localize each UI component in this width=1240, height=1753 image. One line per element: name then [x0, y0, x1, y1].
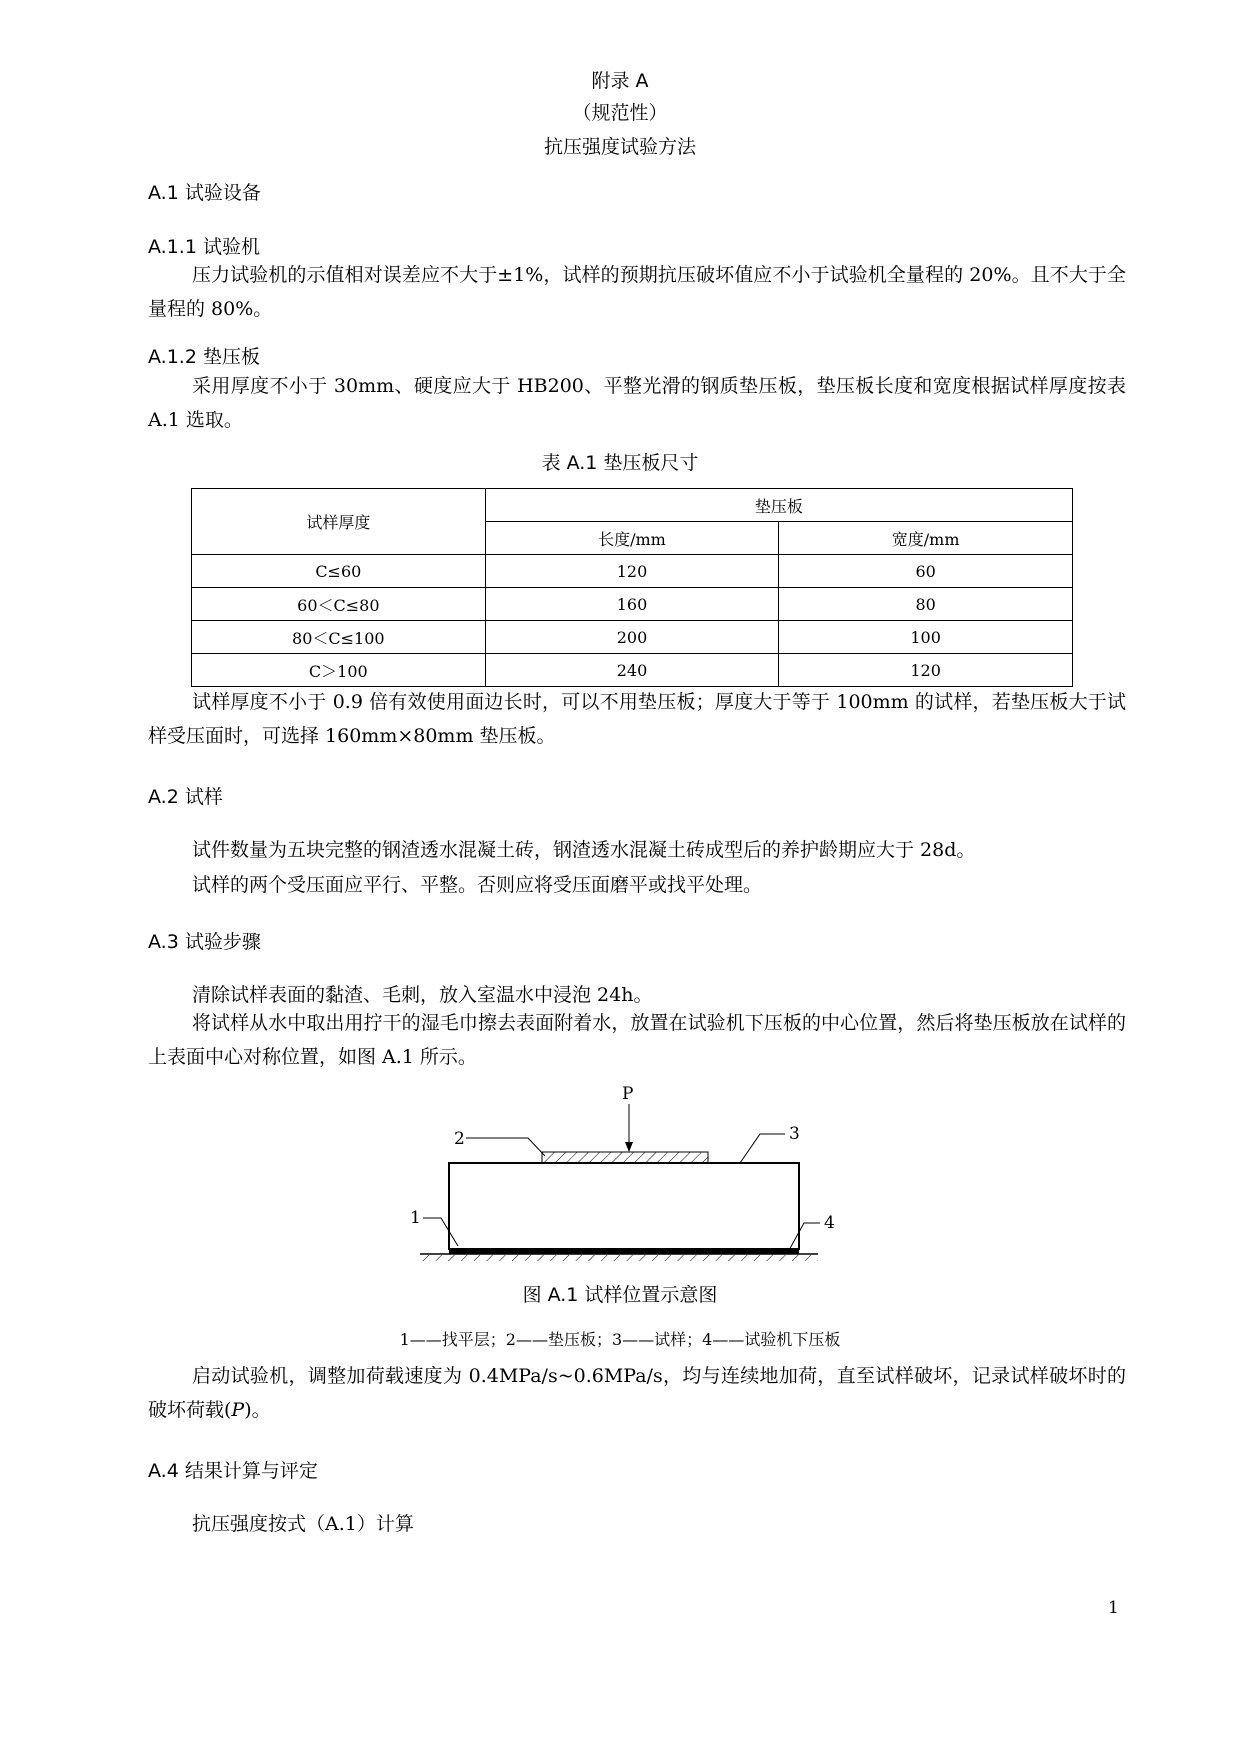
- table-row: [192, 588, 1073, 621]
- table-header-row: [192, 489, 1073, 522]
- label-4: 4: [824, 1213, 835, 1233]
- label-3: 3: [789, 1124, 800, 1144]
- section-a2-line2: 试样的两个受压面应平行、平整。否则应将受压面磨平或找平处理。: [192, 874, 763, 896]
- section-a3-line1: 清除试样表面的黏渣、毛刺，放入室温水中浸泡 24h。: [192, 984, 653, 1006]
- cell-length: 120: [485, 555, 779, 588]
- section-a4-line1: 抗压强度按式（A.1）计算: [192, 1513, 414, 1535]
- appendix-nature: （规范性）: [572, 102, 668, 124]
- section-a3-heading: A.3 试验步骤: [148, 931, 261, 953]
- para3-pre: 启动试验机，调整加荷载速度为 0.4MPa/s~0.6MPa/s，均与连续地加荷，直至试样破坏，记录试样破坏时的破坏荷载(: [148, 1365, 1126, 1421]
- section-a2-line1: 试件数量为五块完整的钢渣透水混凝土砖，钢渣透水混凝土砖成型后的养护龄期应大于 28d。: [192, 839, 976, 861]
- header-width: 宽度/mm: [779, 522, 1073, 555]
- appendix-title: 附录 A: [591, 70, 649, 92]
- load-arrowhead: [625, 1142, 633, 1152]
- section-a12-text: 采用厚度不小于 30mm、硬度应大于 HB200、平整光滑的钢质垫压板，垫压板长度和宽度根据试样厚度按表 A.1 选取。: [148, 375, 1126, 431]
- appendix-name: 抗压强度试验方法: [543, 136, 696, 158]
- pressure-plate: [542, 1152, 708, 1163]
- cell-width: 120: [779, 654, 1073, 687]
- section-a4-heading: A.4 结果计算与评定: [148, 1460, 318, 1482]
- cell-length: 200: [485, 621, 779, 654]
- cell-thickness: 60＜C≤80: [192, 588, 486, 621]
- table-row: [192, 621, 1073, 654]
- table-caption: 表 A.1 垫压板尺寸: [541, 452, 699, 474]
- cell-thickness: C＞100: [192, 654, 486, 687]
- table-row: [192, 555, 1073, 588]
- plate-size-table: [191, 488, 1073, 687]
- section-a11-text: 压力试验机的示值相对误差应不大于±1%，试样的预期抗压破坏值应不小于试验机全量程的 20%。且不大于全量程的 80%。: [148, 264, 1126, 320]
- specimen-block: [449, 1163, 799, 1249]
- label-2: 2: [454, 1129, 465, 1149]
- header-length: 长度/mm: [485, 522, 779, 555]
- ground-hatch: [420, 1255, 818, 1261]
- section-a2-heading: A.2 试样: [148, 786, 223, 808]
- header-thickness: 试样厚度: [192, 489, 486, 555]
- leader-2: [466, 1138, 545, 1156]
- section-a11-heading: A.1.1 试验机: [148, 236, 260, 258]
- para3-post: )。: [244, 1399, 271, 1421]
- figure-legend: 1——找平层；2——垫压板；3——试样；4——试验机下压板: [399, 1330, 841, 1349]
- para3-var: P: [231, 1399, 245, 1421]
- section-a3-para3: [148, 1359, 1126, 1427]
- header-plate: 垫压板: [485, 489, 1072, 522]
- cell-width: 100: [779, 621, 1073, 654]
- leader-3: [740, 1134, 785, 1163]
- after-table-text: 试样厚度不小于 0.9 倍有效使用面边长时，可以不用垫压板；厚度大于等于 100mm 的试样，若垫压板大于试样受压面时，可选择 160mm×80mm 垫压板。: [148, 691, 1126, 747]
- section-a3-para2: 将试样从水中取出用拧干的湿毛巾擦去表面附着水，放置在试验机下压板的中心位置，然后将垫压板放在试样的上表面中心对称位置，如图 A.1 所示。: [148, 1012, 1126, 1068]
- cell-width: 60: [779, 555, 1073, 588]
- page-number: 1: [1108, 1598, 1119, 1618]
- cell-width: 80: [779, 588, 1073, 621]
- section-a1-heading: A.1 试验设备: [148, 182, 261, 204]
- specimen-position-diagram: [400, 1080, 840, 1270]
- cell-length: 240: [485, 654, 779, 687]
- cell-length: 160: [485, 588, 779, 621]
- cell-thickness: C≤60: [192, 555, 486, 588]
- figure-caption: 图 A.1 试样位置示意图: [522, 1284, 718, 1306]
- label-p: P: [622, 1084, 634, 1104]
- section-a12-heading: A.1.2 垫压板: [148, 346, 260, 368]
- label-1: 1: [410, 1208, 421, 1228]
- cell-thickness: 80＜C≤100: [192, 621, 486, 654]
- table-row: [192, 654, 1073, 687]
